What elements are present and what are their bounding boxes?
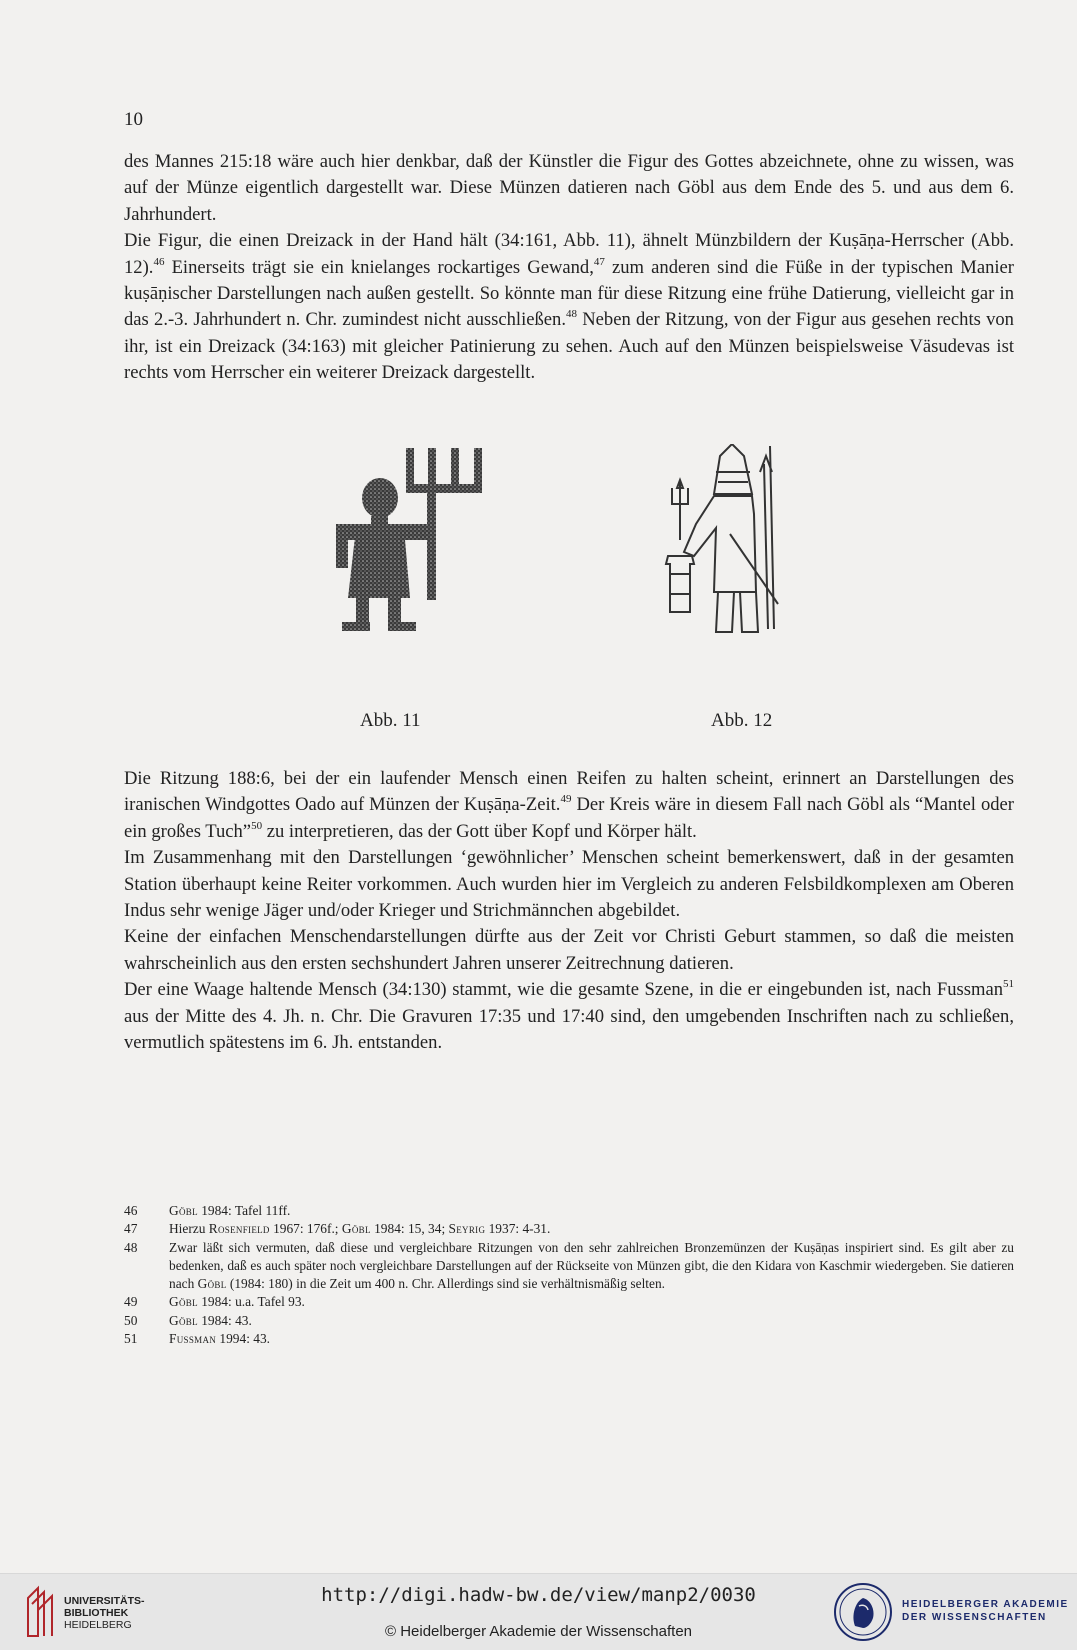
- viewer-footer: [0, 1573, 1077, 1650]
- footnote-ref[interactable]: 46: [153, 255, 165, 268]
- paragraph: Die Figur, die einen Dreizack in der Hand hält (34:161, Abb. 11), ähnelt Münzbildern der Kuṣāṇa-Herrscher (Abb. 12).$^{46}$ Einerseits trägt sie ein knielanges rockartiges Gewand,$^{47}$ zum anderen sind die Füße in der typischen Manier kuṣāṇischer Darstellungen nach außen gestellt. So könnte man für diese Ritzung eine frühe Datierung, vielleicht gar in das 2.-3. Jahrhundert n. Chr. zumindest nicht ausschließen.$^{48}$ Neben der Ritzung, von der Figur aus gesehen rechts von ihr, ist ein Dreizack (34:163) mit gleicher Patinierung zu sehen. Auch auf den Münzen beispielsweise Väsudevas ist rechts vom Herrscher ein weiterer Dreizack dargestellt.: [124, 230, 1014, 384]
- footnote-text: Fussman 1994: 43.: [169, 1331, 270, 1347]
- footnote-number: 51: [124, 1331, 138, 1347]
- academy-seal-logo[interactable]: [833, 1582, 893, 1642]
- footnote: [124, 1312, 1014, 1330]
- footnote-text: Göbl 1984: u.a. Tafel 93.: [169, 1294, 305, 1310]
- footnote-ref[interactable]: 51: [1003, 978, 1014, 991]
- academy-name: HEIDELBERGER AKADEMIE DER WISSENSCHAFTEN: [902, 1599, 1069, 1623]
- footnote-ref[interactable]: 50: [251, 819, 263, 832]
- footnote-text: Göbl 1984: Tafel 11ff.: [169, 1203, 291, 1218]
- paragraph: Im Zusammenhang mit den Darstellungen ‘gewöhnlicher’ Menschen scheint bemerkenswert, daß in der gesamten Station überhaupt keine Reiter vorkommen. Auch wurden hier im Vergleich zu anderen Felsbildkomplexen am Oberen Indus sehr wenige Jäger und/oder Krieger und Strichmännchen abgebildet.: [124, 847, 1014, 922]
- footnote: [124, 1330, 1014, 1348]
- footnote: [124, 1220, 1014, 1238]
- university-library-name: UNIVERSITÄTS- BIBLIOTHEK HEIDELBERG: [64, 1595, 145, 1631]
- footnote: [124, 1293, 1014, 1311]
- copyright-notice: © Heidelberger Akademie der Wissenschaften: [384, 1623, 693, 1640]
- paragraph: Die Ritzung 188:6, bei der ein laufender Mensch einen Reifen zu halten scheint, erinnert an Darstellungen des iranischen Windgottes Oado auf Münzen der Kuṣāṇa-Zeit.$^{49}$ Der Kreis wäre in diesem Fall nach Göbl als “Mantel oder ein großes Tuch”$^{50}$ zu interpretieren, das der Gott über Kopf und Körper hält.: [124, 768, 1014, 842]
- permalink-url[interactable]: http://digi.hadw-bw.de/view/manp2/0030: [321, 1584, 756, 1606]
- paragraph: Keine der einfachen Menschendarstellungen dürfte aus der Zeit vor Christi Geburt stammen, so daß die meisten wahrscheinlich aus den ersten sechshundert Jahren unserer Zeitrechnung datieren.: [124, 926, 1014, 974]
- footnote-ref[interactable]: 49: [560, 793, 572, 806]
- footnote-number: 50: [124, 1312, 138, 1328]
- footnote-number: 49: [124, 1294, 138, 1310]
- footnote-text: Göbl 1984: 43.: [169, 1312, 252, 1328]
- caption-abb-11: Abb. 11: [360, 710, 421, 731]
- footnote-text: Hierzu Rosenfield 1967: 176f.; Göbl 1984: 15, 34; Seyrig 1937: 4-31.: [169, 1221, 551, 1237]
- footnote-ref[interactable]: 48: [565, 308, 577, 321]
- footnote: [124, 1202, 1014, 1220]
- body-text-lower: [124, 766, 1014, 1056]
- figure-abb-11: [330, 448, 510, 668]
- footnote-text: Zwar läßt sich vermuten, daß diese und vergleichbare Ritzungen von den sehr zahlreichen Bronzemünzen der Kuṣāṇas inspiriert sind. Es gilt aber zu bedenken, daß es auch später noch vergleichbare Darstellungen auf der Rückseite von Münzen gibt, die den Kidara von Kaschmir wiedergeben. Sie datieren nach Göbl (1984: 180) in die Zeit um 400 n. Chr. Allerdings sind sie verhältnismäßig selten.: [169, 1239, 1014, 1292]
- footnote-number: 47: [124, 1221, 138, 1237]
- footnote: [124, 1239, 1014, 1294]
- page-number: 10: [124, 109, 143, 130]
- caption-abb-12: Abb. 12: [711, 710, 773, 731]
- figure-abb-12: [660, 444, 830, 669]
- body-text-upper: [124, 149, 1014, 387]
- footnotes: [124, 1202, 1014, 1348]
- paragraph: des Mannes 215:18 wäre auch hier denkbar, daß der Künstler die Figur des Gottes abzeichnete, ohne zu wissen, was auf der Münze eigentlich dargestellt war. Diese Münzen datieren nach Göbl aus dem Ende des 5. und aus dem 6. Jahrhundert.: [124, 151, 1014, 225]
- footnote-ref[interactable]: 47: [593, 255, 605, 268]
- footnote-number: 48: [124, 1239, 138, 1255]
- footnote-number: 46: [124, 1203, 138, 1218]
- paragraph: Der eine Waage haltende Mensch (34:130) stammt, wie die gesamte Szene, in die er eingebunden ist, nach Fussman$^{51}$ aus der Mitte des 4. Jh. n. Chr. Die Gravuren 17:35 und 17:40 sind, den umgebenden Inschriften nach zu schließen, vermutlich spätestens im 6. Jh. entstanden.: [124, 978, 1014, 1054]
